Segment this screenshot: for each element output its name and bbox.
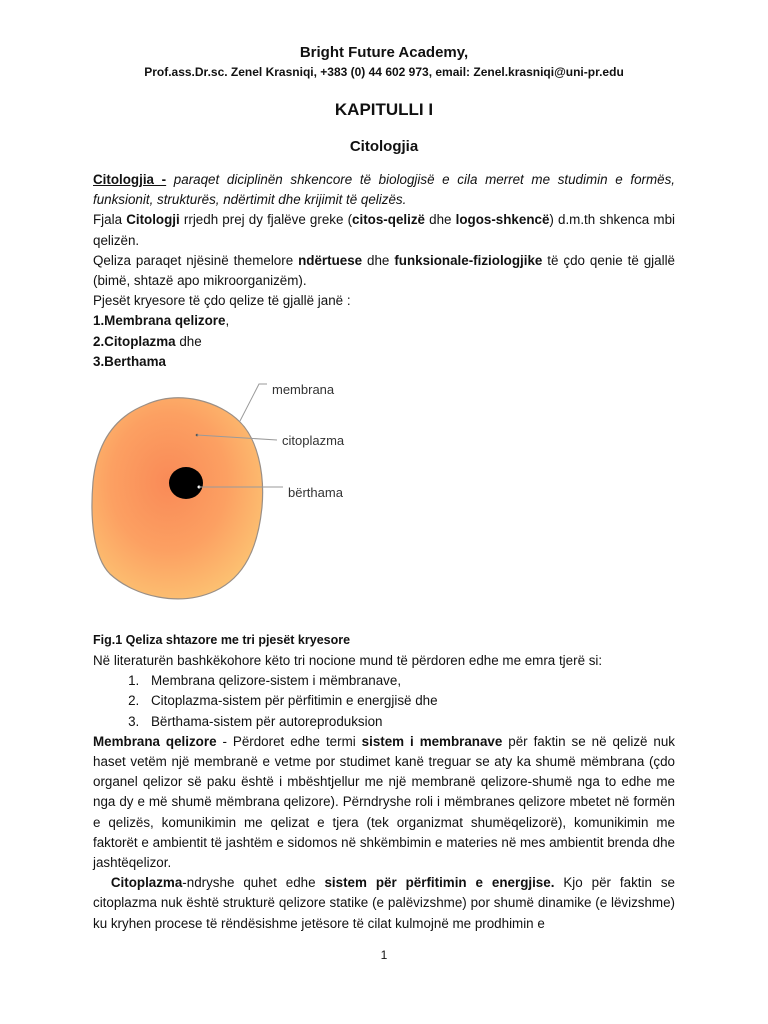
cell-diagram: [85, 377, 385, 617]
cytoplasm-paragraph: [93, 873, 675, 934]
text-span: Qeliza paraqet njësinë themelore: [93, 252, 299, 268]
definition-text: paraqet diciplinën shkencore të biologjisë e cila merret me studimin e formës, funksionit, strukturës, ndërtimit dhe krijimit të qelizës.: [93, 172, 675, 208]
bold-span: logos-shkencë: [455, 212, 550, 228]
membrane-leader-line: [240, 384, 267, 421]
label-nucleus: bërthama: [288, 485, 343, 500]
list-item: 1. Membrana qelizore-sistem i mëmbranave,: [143, 671, 675, 691]
bold-span: 3.Berthama: [93, 353, 166, 369]
figure-caption: Fig.1 Qeliza shtazore me tri pjesët kryesore: [93, 633, 351, 647]
bold-span: 2.Citoplazma: [93, 333, 176, 349]
text-span: Fjala: [93, 212, 127, 228]
text-span: ,: [225, 313, 230, 329]
text-span: dhe: [424, 212, 456, 228]
text-span: dhe: [175, 333, 202, 349]
bold-span: Citologji: [126, 212, 180, 228]
header-title: Bright Future Academy,: [299, 44, 469, 61]
list-item: 2. Citoplazma-sistem për përfitimin e energjisë dhe: [143, 691, 675, 711]
bold-span: ndërtuese: [298, 252, 363, 268]
bold-span: Citoplazma: [110, 875, 183, 891]
term-citologjia: Citologjia -: [93, 172, 167, 187]
bold-span: citos-qelizë: [352, 212, 425, 228]
part-3: [93, 352, 675, 372]
list-item: 3. Bërthama-sistem për autoreproduksion: [143, 712, 675, 732]
text-span: të çdo qenie të gjallë (bimë, shtazë apo mikroorganizëm).: [93, 252, 675, 289]
bold-span: Membrana qelizore: [93, 733, 217, 749]
bold-span: 1.Membrana qelizore: [93, 313, 226, 329]
main-text-block: [93, 651, 675, 934]
text-span: për faktin se në qelizë nuk haset vetëm një membranë e vetme por studimet kanë treguar se aty ka shumë mëmbrana (çdo organel qelizor së paku është i mbështjellur me një membranë qelizore-shumë nga to edhe me nga dy e më shumë mëmbrana qelizore). Përndryshe roli i mëmbranes qelizore mbetet në formën e qelizës, komunikimin me qelizat e tjera (tek organizmat shumëqelizorë), komunikimin me faktorët e ambientit të jashtëm e sidomos në shkëmbimin e materies në mes ambientit brenda dhe jashtëqelizor.: [93, 733, 676, 871]
bold-span: sistem i membranave: [361, 733, 503, 749]
text-span: ) d.m.th shkenca mbi qelizën.: [93, 212, 675, 248]
cell-membrane: [92, 398, 263, 599]
bold-span: funksionale-fiziologjike: [394, 252, 543, 268]
etymology-paragraph: [93, 210, 675, 250]
text-span: Kjo për faktin se citoplazma nuk është strukturë qelizore statike (e palëvizshme) por shumë dinamike (e lëvizshme) ku kryhen procese të rëndësishme jetësore të cilat kulmojnë me prodhimin e: [93, 875, 675, 931]
definition-paragraph: [93, 170, 675, 210]
chapter-title: KAPITULLI I: [334, 100, 434, 119]
part-1: [93, 311, 675, 331]
page-number: 1: [380, 948, 388, 962]
label-membrane: membrana: [272, 382, 335, 397]
nucleus: [169, 467, 203, 499]
unit-paragraph: [93, 251, 675, 291]
part-2: [93, 332, 675, 352]
intro-block: [93, 170, 675, 372]
bold-span: sistem për përfitimin e energjise.: [324, 875, 555, 891]
header-subtitle: Prof.ass.Dr.sc. Zenel Krasniqi, +383 (0) 44 602 973, email: Zenel.krasniqi@uni-pr.edu: [144, 65, 624, 79]
text-span: - Përdoret edhe termi: [216, 733, 362, 749]
section-title: Citologjia: [349, 138, 419, 155]
literature-intro: Në literaturën bashkëkohore këto tri nocione mund të përdoren edhe me emra tjerë si:: [93, 653, 603, 668]
text-span: dhe: [362, 252, 395, 268]
parts-intro: Pjesët kryesore të çdo qelize të gjallë janë :: [93, 293, 351, 309]
label-cytoplasm: citoplazma: [282, 433, 345, 448]
text-span: rrjedh prej dy fjalëve greke (: [179, 212, 353, 228]
alt-names-list: [93, 671, 675, 732]
text-span: -ndryshe quhet edhe: [182, 875, 325, 891]
membrane-paragraph: [93, 732, 675, 873]
